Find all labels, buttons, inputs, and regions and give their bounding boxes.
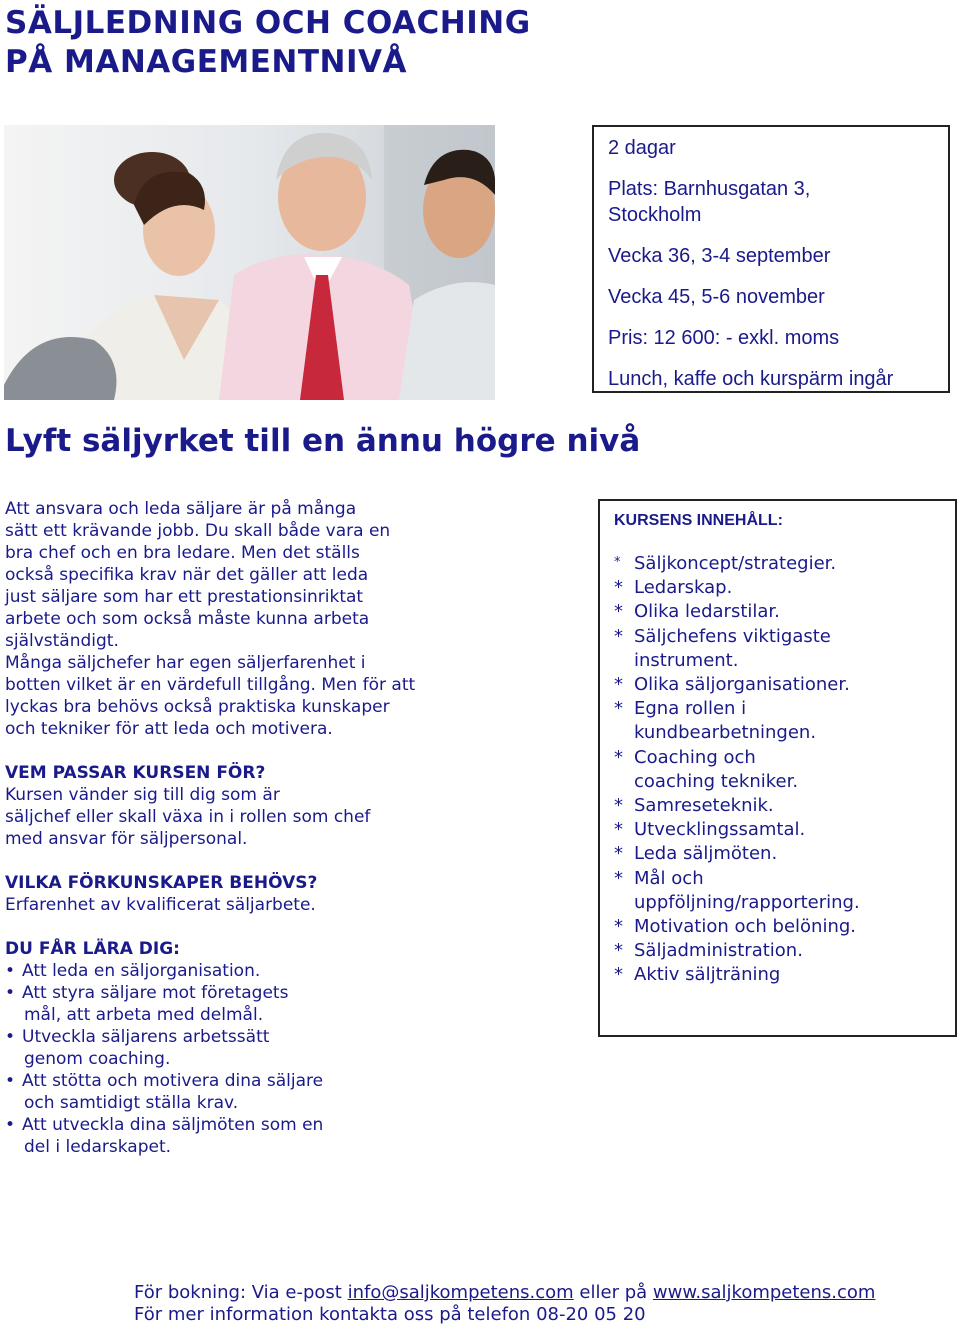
list-item — [614, 963, 941, 987]
item-line-cont: del i ledarskapet. — [24, 1137, 172, 1157]
bullet-icon: • — [5, 1071, 16, 1091]
prereq-text: Erfarenhet av kvalificerat säljarbete. — [5, 895, 316, 915]
asterisk-icon: * — [614, 795, 623, 817]
list-item — [5, 1070, 585, 1114]
who-line: säljchef eller skall växa in i rollen som chef — [5, 807, 371, 827]
intro-line: Många säljchefer har egen säljerfarenhet i — [5, 653, 366, 673]
item-line: Motivation och belöning. — [634, 916, 857, 938]
course-duration: 2 dagar — [608, 137, 676, 159]
intro-line: Att ansvara och leda säljare är på många — [5, 499, 357, 519]
list-item — [614, 697, 941, 745]
list-item — [614, 625, 941, 673]
item-line: Att styra säljare mot företagets — [22, 983, 289, 1003]
prereq-section — [5, 872, 585, 916]
intro-line: botten vilket är en värdefull tillgång. Men för att — [5, 675, 416, 695]
list-item — [614, 867, 941, 915]
intro-line: också specifika krav när det gäller att leda — [5, 565, 369, 585]
item-line: Säljkoncept/strategier. — [634, 553, 837, 574]
place-line-2: Stockholm — [608, 204, 702, 226]
item-line: Utvecklingssamtal. — [634, 819, 806, 841]
item-line: Olika ledarstilar. — [634, 601, 780, 623]
list-item — [614, 600, 941, 624]
section-subtitle: Lyft säljyrket till en ännu högre nivå — [5, 423, 641, 459]
item-line-cont: och samtidigt ställa krav. — [24, 1093, 239, 1113]
intro-line: lyckas bra behövs också praktiska kunskaper — [5, 697, 390, 717]
course-place — [608, 176, 934, 228]
bullet-icon: • — [5, 1027, 16, 1047]
item-line: Aktiv säljträning — [634, 964, 781, 986]
item-line-cont: kundbearbetningen. — [634, 722, 817, 744]
list-item — [614, 842, 941, 866]
intro-line: just säljare som har ett prestationsinriktat — [5, 587, 364, 607]
intro-line: självständigt. — [5, 631, 119, 651]
item-line: Egna rollen i — [634, 698, 747, 720]
list-item — [5, 982, 585, 1026]
contents-heading: KURSENS INNEHÅLL: — [614, 512, 783, 529]
asterisk-icon: * — [614, 698, 623, 720]
course-contents-box — [598, 499, 957, 1037]
intro-line: arbete och som också måste kunna arbeta — [5, 609, 370, 629]
item-line: Säljadministration. — [634, 940, 803, 962]
asterisk-icon: * — [614, 746, 623, 768]
item-line-cont: instrument. — [634, 649, 739, 671]
bullet-icon: • — [5, 1115, 16, 1135]
intro-line: och tekniker för att leda och motivera. — [5, 719, 333, 739]
asterisk-icon: * — [614, 625, 623, 647]
item-line: Att stötta och motivera dina säljare — [22, 1071, 324, 1091]
learn-list — [5, 960, 585, 1158]
booking-line — [134, 1282, 934, 1304]
item-line-cont: coaching tekniker. — [634, 770, 799, 792]
asterisk-icon: * — [614, 940, 623, 962]
asterisk-icon: * — [614, 843, 623, 865]
learn-heading: DU FÅR LÄRA DIG: — [5, 939, 180, 959]
list-item — [614, 794, 941, 818]
item-line: Säljchefens viktigaste — [634, 625, 831, 647]
page-title — [5, 4, 531, 82]
item-line: Mål och — [634, 867, 704, 889]
who-line: med ansvar för säljpersonal. — [5, 829, 248, 849]
asterisk-icon: * — [614, 674, 623, 696]
intro-text — [5, 498, 585, 740]
item-line: Att leda en säljorganisation. — [22, 961, 261, 981]
phone-line: För mer information kontakta oss på telefon 08-20 05 20 — [134, 1304, 646, 1325]
booking-prefix: För bokning: Via e-post — [134, 1282, 342, 1303]
asterisk-icon: * — [614, 916, 623, 938]
prereq-heading: VILKA FÖRKUNSKAPER BEHÖVS? — [5, 873, 318, 893]
course-included: Lunch, kaffe och kurspärm ingår — [608, 368, 894, 390]
learn-section — [5, 938, 585, 1158]
course-price: Pris: 12 600: - exkl. moms — [608, 327, 840, 349]
title-line-2: PÅ MANAGEMENTNIVÅ — [5, 44, 407, 80]
business-people-photo — [4, 125, 495, 400]
website-link[interactable]: www.saljkompetens.com — [652, 1282, 876, 1303]
footer — [134, 1282, 934, 1326]
list-item — [614, 552, 941, 576]
intro-line: sätt ett krävande jobb. Du skall både vara en — [5, 521, 391, 541]
item-line-cont: genom coaching. — [24, 1049, 171, 1069]
list-item — [614, 673, 941, 697]
bullet-icon: • — [5, 983, 16, 1003]
item-line: Samreseteknik. — [634, 795, 774, 817]
list-item — [614, 915, 941, 939]
list-item — [614, 939, 941, 963]
bullet-icon: • — [5, 961, 16, 981]
item-line: Coaching och — [634, 746, 756, 768]
asterisk-icon: * — [614, 964, 623, 986]
title-line-1: SÄLJLEDNING OCH COACHING — [5, 5, 531, 41]
item-line-cont: mål, att arbeta med delmål. — [24, 1005, 264, 1025]
list-item — [614, 818, 941, 842]
item-line: Olika säljorganisationer. — [634, 674, 850, 696]
course-info-box — [592, 125, 950, 393]
list-item — [5, 1114, 585, 1158]
item-line: Leda säljmöten. — [634, 843, 778, 865]
list-item — [5, 1026, 585, 1070]
asterisk-icon: * — [614, 555, 621, 570]
asterisk-icon: * — [614, 601, 623, 623]
contents-list — [614, 552, 941, 988]
list-item — [614, 746, 941, 794]
item-line-cont: uppföljning/rapportering. — [634, 891, 860, 913]
list-item — [614, 576, 941, 600]
place-line-1: Plats: Barnhusgatan 3, — [608, 178, 811, 200]
email-link[interactable]: info@saljkompetens.com — [347, 1282, 574, 1303]
or-text: eller på — [579, 1282, 648, 1303]
asterisk-icon: * — [614, 577, 623, 599]
list-item — [5, 960, 585, 982]
asterisk-icon: * — [614, 867, 623, 889]
item-line: Ledarskap. — [634, 577, 733, 599]
item-line: Utveckla säljarens arbetssätt — [22, 1027, 270, 1047]
who-section — [5, 762, 585, 850]
asterisk-icon: * — [614, 819, 623, 841]
course-description — [5, 498, 585, 1158]
who-heading: VEM PASSAR KURSEN FÖR? — [5, 763, 266, 783]
item-line: Att utveckla dina säljmöten som en — [22, 1115, 324, 1135]
course-date-2: Vecka 45, 5-6 november — [608, 286, 825, 308]
who-line: Kursen vänder sig till dig som är — [5, 785, 280, 805]
intro-line: bra chef och en bra ledare. Men det ställs — [5, 543, 360, 563]
course-date-1: Vecka 36, 3-4 september — [608, 245, 831, 267]
